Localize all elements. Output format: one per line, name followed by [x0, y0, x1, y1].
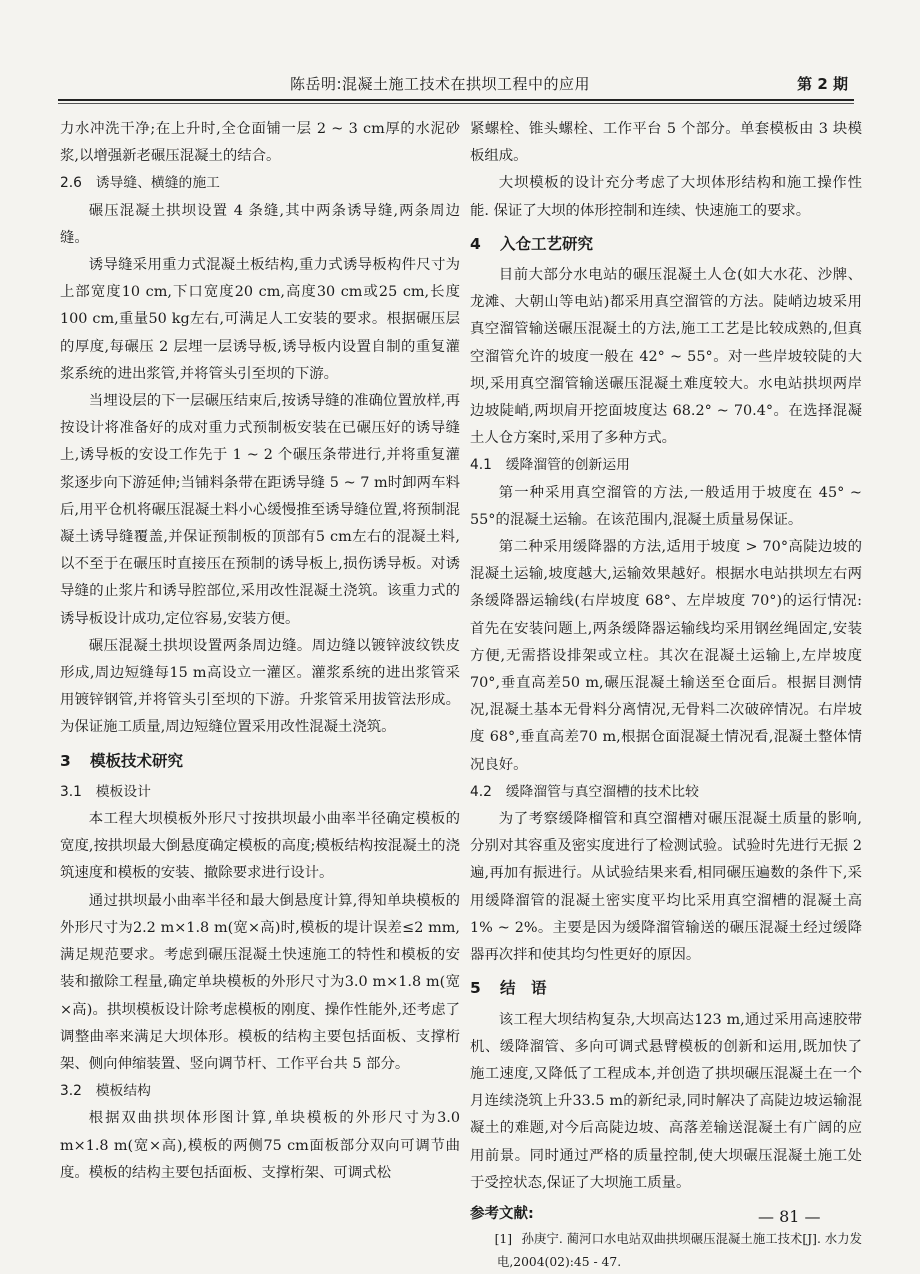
- paragraph: 大坝模板的设计充分考虑了大坝体形结构和施工操作性能. 保证了大坝的体形控制和连续、快速施工的要求。: [470, 175, 862, 219]
- paragraph: 当埋设层的下一层碾压结束后,按诱导缝的准确位置放样,再按设计将准备好的成对重力式预制板安装在已碾压好的诱导缝上,诱导板的安设工作先于 1 ~ 2 个碾压条带进行,并将重复灌浆逐步向下游延伸;当铺料条带在距诱导缝 5 ~ 7 m时卸两车料后,用平仓机将碾压混凝土料小心缓慢推至诱导缝位置,将预制混凝土诱导缝覆盖,并保证预制板的顶部有5 cm左右的混凝土料,以不至于在碾压时直接压在预制的诱导板上,损伤诱导板。对诱导缝的止浆片和诱导腔部位,采用改性混凝土浇筑。该重力式的诱导板设计成功,定位容易,安装方便。: [60, 393, 460, 627]
- paragraph: 力水冲洗干净;在上升时,全仓面铺一层 2 ~ 3 cm厚的水泥砂浆,以增强新老碾压混凝土的结合。: [60, 121, 460, 165]
- section-number: 3: [60, 751, 71, 770]
- section-number: 5: [470, 979, 481, 998]
- running-title: 陈岳明:混凝土施工技术在拱坝工程中的应用: [290, 75, 591, 93]
- paragraph: 通过拱坝最小曲率半径和最大倒悬度计算,得知单块模板的外形尺寸为2.2 m×1.8 m(宽×高)时,模板的堤计误差≤2 mm,满足规范要求。考虑到碾压混凝土快速施工的特性和模板的安装和撤除工程量,确定单块模板的外形尺寸为3.0 m×1.8 m(宽×高)。拱坝模板设计除考虑模板的刚度、操作性能外,还考虑了调整曲率来满足大坝体形。模板的结构主要包括面板、支撑桁架、侧向伸缩装置、竖向调节杆、工作平台共 5 部分。: [60, 892, 460, 1072]
- header-rule: [58, 99, 854, 101]
- section-heading-4: [470, 231, 862, 258]
- section-title: 模板技术研究: [90, 751, 184, 770]
- section-title: 入仓工艺研究: [500, 234, 594, 253]
- paragraph: 紧螺栓、锥头螺栓、工作平台 5 个部分。单套模板由 3 块模板组成。: [470, 121, 862, 165]
- subsection-heading-3-2: 3.2 模板结构: [60, 1083, 151, 1100]
- page-number: — 81 —: [758, 1207, 821, 1226]
- issue-number: 第 2 期: [797, 75, 848, 93]
- paragraph: 碾压混凝土拱坝设置 4 条缝,其中两条诱导缝,两条周边缝。: [60, 202, 460, 246]
- paragraph: 第一种采用真空溜管的方法,一般适用于坡度在 45° ~ 55°的混凝土运输。在该范围内,混凝土质量易保证。: [470, 484, 862, 528]
- paragraph: 为了考察缓降榴管和真空溜槽对碾压混凝土质量的影响,分别对其容重及密实度进行了检测试验。试验时先进行无振 2 遍,再加有振进行。从试验结果来看,相同碾压遍数的条件下,采用缓降溜管的混凝土密实度平均比采用真空溜槽的混凝土高 1% ~ 2%。主要是因为缓降溜管输送的碾压混凝土经过缓降器再次拌和使其均匀性更好的原因。: [470, 811, 862, 964]
- paragraph: 该工程大坝结构复杂,大坝高达123 m,通过采用高速胶带机、缓降溜管、多向可调式悬臂模板的创新和运用,既加快了施工速度,又降低了工程成本,并创造了拱坝碾压混凝土在一个月连续浇筑上升33.5 m的新纪录,同时解决了高陡边坡运输混凝土的难题,对今后高陡边坡、高落差输送混凝土有广阔的应用前景。同时通过严格的质量控制,使大坝碾压混凝土施工处于受控状态,保证了大坝施工质量。: [470, 1011, 862, 1191]
- header-rule-thin: [58, 103, 854, 104]
- section-title: 结 语: [500, 979, 547, 998]
- paragraph: 诱导缝采用重力式混凝土板结构,重力式诱导板构件尺寸为上部宽度10 cm,下口宽度20 cm,高度30 cm或25 cm,长度100 cm,重量50 kg左右,可满足人工安装的要求。根据碾压层的厚度,每碾压 2 层埋一层诱导板,诱导板内设置自制的重复灌浆系统的进出浆管,并将管头引至坝的下游。: [60, 257, 460, 382]
- reference-number: [1]: [494, 1232, 513, 1247]
- running-header: [60, 70, 852, 96]
- paragraph: 碾压混凝土拱坝设置两条周边缝。周边缝以镀锌波纹铁皮形成,周边短缝每15 m高设立一灌区。灌浆系统的进出浆管采用镀锌钢管,并将管头引至坝的下游。升浆管采用拔管法形成。为保证施工质量,周边短缝位置采用改性混凝土浇筑。: [60, 637, 460, 736]
- paragraph: 本工程大坝模板外形尺寸按拱坝最小曲率半径确定模板的宽度,按拱坝最大倒悬度确定模板的高度;模板结构按混凝土的浇筑速度和模板的安装、撤除要求进行设计。: [60, 811, 460, 882]
- section-heading-5: [470, 975, 862, 1002]
- reference-item: [470, 1228, 862, 1274]
- references-heading: 参考文献:: [470, 1205, 534, 1222]
- subsection-heading-3-1: 3.1 模板设计: [60, 783, 151, 800]
- paragraph: 第二种采用缓降器的方法,适用于坡度 > 70°高陡边坡的混凝土运输,坡度越大,运输效果越好。根据水电站拱坝左右两条缓降器运输线(右岸坡度 68°、左岸坡度 70°)的运行情况:首先在安装问题上,两条缓降器运输线均采用钢丝绳固定,安装方便,无需搭设排架或立柱。其次在混凝土运输上,左岸坡度 70°,垂直高差50 m,碾压混凝土输送至仓面后。根据目测情况,混凝土基本无骨料分离情况,无骨料二次破碎情况。右岸坡度 68°,垂直高差70 m,根据仓面混凝土情况看,混凝土整体情况良好。: [470, 539, 862, 773]
- section-heading-3: [60, 748, 460, 775]
- subsection-heading-4-2: 4.2 缓降溜管与真空溜槽的技术比较: [470, 783, 699, 800]
- paragraph: 根据双曲拱坝体形图计算,单块模板的外形尺寸为3.0 m×1.8 m(宽×高),模板的两侧75 cm面板部分双向可调节曲度。模板的结构主要包括面板、支撑桁架、可调式松: [60, 1110, 460, 1181]
- paragraph: 目前大部分水电站的碾压混凝土人仓(如大水花、沙牌、龙滩、大朝山等电站)都采用真空溜管的方法。陡峭边坡采用真空溜管输送碾压混凝土的方法,施工工艺是比较成熟的,但真空溜管允许的坡度一般在 42° ~ 55°。对一些岸坡较陡的大坝,采用真空溜管输送碾压混凝土难度较大。水电站拱坝两岸边坡陡峭,两坝肩开挖面坡度达 68.2° ~ 70.4°。在选择混凝土人仓方案时,采用了多种方式。: [470, 267, 862, 447]
- right-column: [470, 116, 862, 1274]
- reference-text: 孙庚宁. 蔺河口水电站双曲拱坝碾压混凝土施工技术[J]. 水力发电,2004(02):45 - 47.: [497, 1232, 862, 1270]
- left-column: [60, 116, 460, 1187]
- subsection-heading-2-6: 2.6 诱导缝、横缝的施工: [60, 175, 220, 192]
- section-number: 4: [470, 234, 481, 253]
- subsection-heading-4-1: 4.1 缓降溜管的创新运用: [470, 457, 630, 474]
